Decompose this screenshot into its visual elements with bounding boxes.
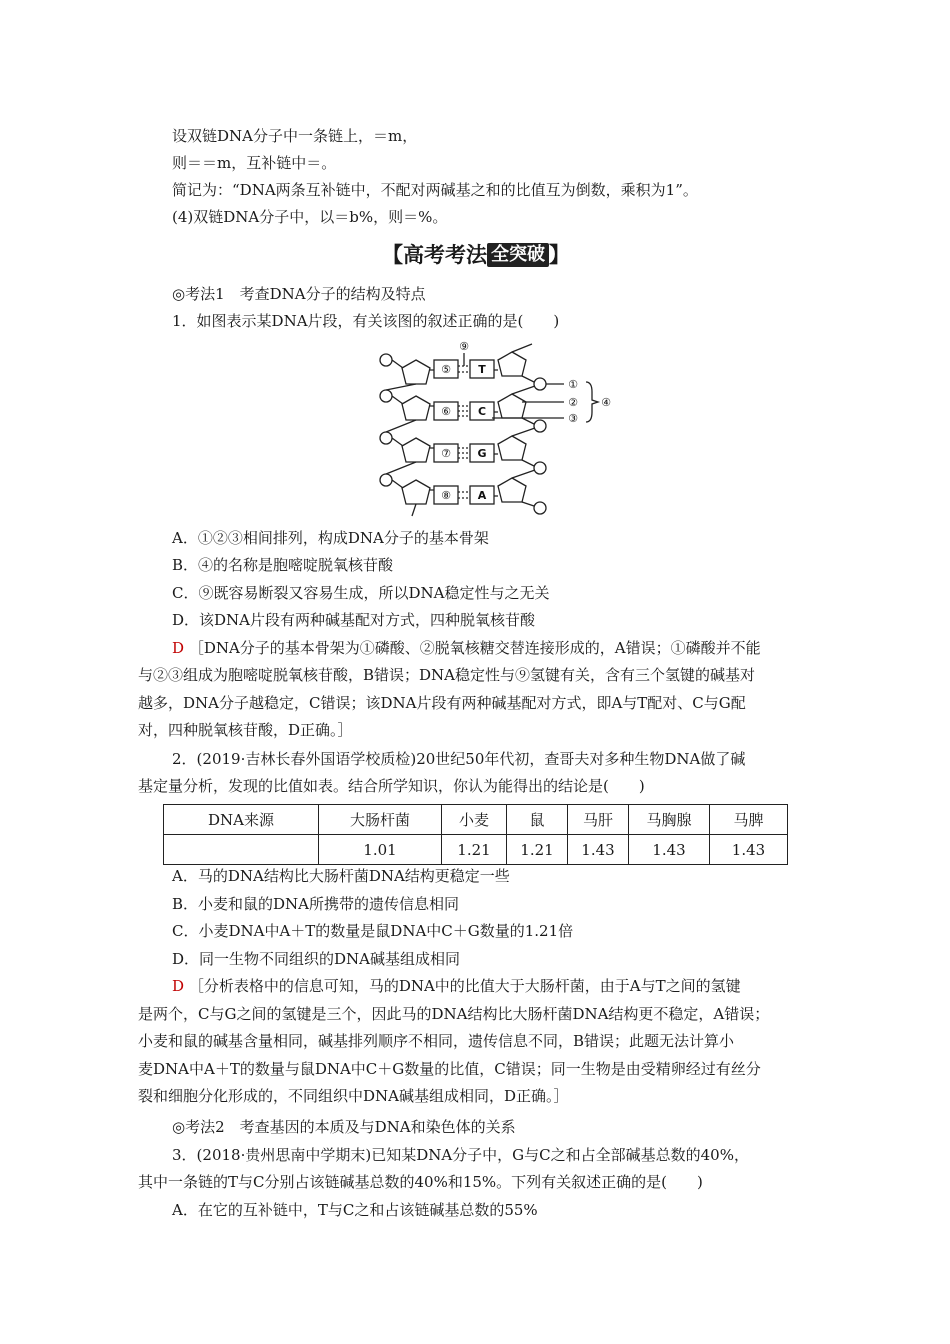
section-heading-1: ◎考法1 考查DNA分子的结构及特点: [172, 285, 426, 303]
label-6: ⑥: [441, 405, 451, 418]
table-cell: 1.43: [710, 835, 788, 865]
table-header-cell: 大肠杆菌: [319, 805, 442, 835]
q1-explanation-line-4: 对，四种脱氧核苷酸，D正确。］: [138, 721, 353, 739]
q2-explanation-line-1: D ［分析表格中的信息可知，马的DNA中的比值大于大肠杆菌，由于A与T之间的氢键: [172, 977, 741, 995]
phosphate-right-3: [534, 462, 546, 474]
label-5: ⑤: [441, 363, 451, 376]
q1-explanation-line-3: 越多，DNA分子越稳定，C错误；该DNA片段有两种碱基配对方式，即A与T配对、C与G配: [138, 694, 746, 712]
table-cell: 1.43: [568, 835, 629, 865]
table-row: [164, 835, 788, 865]
base-A: A: [477, 489, 487, 502]
table-cell: 1.01: [319, 835, 442, 865]
q3-option-a: A．在它的互补链中，T与C之和占该链碱基总数的55%: [172, 1201, 538, 1219]
q1-option-b: B．④的名称是胞嘧啶脱氧核苷酸: [172, 556, 394, 574]
phosphate-left-1: [380, 354, 392, 366]
table-cell: 1.21: [507, 835, 568, 865]
q2-explanation-line-2: 是两个，C与G之间的氢键是三个，因此马的DNA结构比大肠杆菌DNA结构更不稳定，A错误；: [138, 1005, 770, 1023]
label-7: ⑦: [441, 447, 451, 460]
table-header-cell: DNA来源: [164, 805, 319, 835]
phosphate-left-4: [380, 474, 392, 486]
base-G: G: [477, 447, 487, 460]
sugar-right-1: [498, 352, 526, 376]
q1-option-d: D．该DNA片段有两种碱基配对方式，四种脱氧核苷酸: [172, 611, 536, 629]
phosphate-right-4: [534, 502, 546, 514]
dna-diagram: [372, 338, 617, 518]
data-table: [163, 804, 788, 865]
q1-answer: D: [172, 639, 185, 657]
sugar-right-3: [498, 436, 526, 460]
q3-stem-line-2: 其中一条链的T与C分别占该链碱基总数的40%和15%。下列有关叙述正确的是( ): [138, 1173, 703, 1191]
phosphate-right-2: [534, 420, 546, 432]
sugar-left-1: [402, 360, 430, 384]
label-3: ③: [568, 412, 578, 425]
phosphate-left-2: [380, 390, 392, 402]
q1-option-a: A．①②③相间排列，构成DNA分子的基本骨架: [172, 529, 489, 547]
q2-option-a: A．马的DNA结构比大肠杆菌DNA结构更稳定一些: [172, 867, 510, 885]
table-header-cell: 马脾: [710, 805, 788, 835]
banner-badge: 全突破: [487, 243, 549, 267]
q1-stem: 1．如图表示某DNA片段，有关该图的叙述正确的是( ): [172, 312, 560, 330]
label-8: ⑧: [441, 489, 451, 502]
q2-stem-line-1: 2．(2019·吉林长春外国语学校质检)20世纪50年代初，查哥夫对多种生物DNA做了碱: [172, 750, 746, 768]
base-T: T: [478, 363, 486, 376]
intro-line-4: (4)双链DNA分子中，以＝b%，则＝%。: [172, 208, 448, 226]
q2-option-b: B．小麦和鼠的DNA所携带的遗传信息相同: [172, 895, 460, 913]
label-2: ②: [568, 396, 578, 409]
phosphate-left-3: [380, 432, 392, 444]
q1-option-c: C．⑨既容易断裂又容易生成，所以DNA稳定性与之无关: [172, 584, 550, 602]
table-header-cell: 鼠: [507, 805, 568, 835]
intro-line-1: 设双链DNA分子中一条链上，＝m，: [172, 127, 418, 145]
phosphate-right-1: [534, 378, 546, 390]
table-header-row: [164, 805, 788, 835]
label-4: ④: [601, 396, 611, 409]
q2-stem-line-2: 基定量分析，发现的比值如表。结合所学知识，你认为能得出的结论是( ): [138, 777, 645, 795]
q2-answer: D: [172, 977, 185, 995]
base-C: C: [477, 405, 487, 418]
intro-line-2: 则＝＝m，互补链中＝。: [172, 154, 337, 172]
label-1: ①: [568, 378, 578, 391]
q2-explanation-line-3: 小麦和鼠的碱基含量相同，碱基排列顺序不相同，遗传信息不同，B错误；此题无法计算小: [138, 1032, 735, 1050]
table-header-cell: 小麦: [442, 805, 507, 835]
table-cell: 1.21: [442, 835, 507, 865]
q2-explanation-line-5: 裂和细胞分化形成的，不同组织中DNA碱基组成相同，D正确。］: [138, 1087, 569, 1105]
q1-explanation-line-2: 与②③组成为胞嘧啶脱氧核苷酸，B错误；DNA稳定性与⑨氢键有关，含有三个氢键的碱基对: [138, 666, 756, 684]
sugar-right-2: [498, 394, 526, 418]
q2-option-c: C．小麦DNA中A＋T的数量是鼠DNA中C＋G数量的1.21倍: [172, 922, 574, 940]
sugar-right-4: [498, 478, 526, 502]
table-cell: 1.43: [629, 835, 710, 865]
label-9: ⑨: [459, 340, 469, 353]
q1-explanation-line-1: D ［DNA分子的基本骨架为①磷酸、②脱氧核糖交替连接形成的，A错误；①磷酸并不能: [172, 639, 761, 657]
q2-option-d: D．同一生物不同组织的DNA碱基组成相同: [172, 950, 461, 968]
table-cell: [164, 835, 319, 865]
intro-line-3: 简记为：“DNA两条互补链中，不配对两碱基之和的比值互为倒数，乘积为1”。: [172, 181, 698, 199]
q3-stem-line-1: 3．(2018·贵州思南中学期末)已知某DNA分子中，G与C之和占全部碱基总数的40%，: [172, 1146, 749, 1164]
sugar-left-4: [402, 480, 430, 504]
sugar-left-3: [402, 438, 430, 462]
table-header-cell: 马肝: [568, 805, 629, 835]
sugar-left-2: [402, 396, 430, 420]
section-heading-2: ◎考法2 考查基因的本质及与DNA和染色体的关系: [172, 1118, 516, 1136]
table-header-cell: 马胸腺: [629, 805, 710, 835]
q2-explanation-line-4: 麦DNA中A＋T的数量与鼠DNA中C＋G数量的比值，C错误；同一生物是由受精卵经过有丝分: [138, 1060, 761, 1078]
section-banner: 【高考考法 全突破 】 QUANTUPO: [382, 243, 570, 280]
